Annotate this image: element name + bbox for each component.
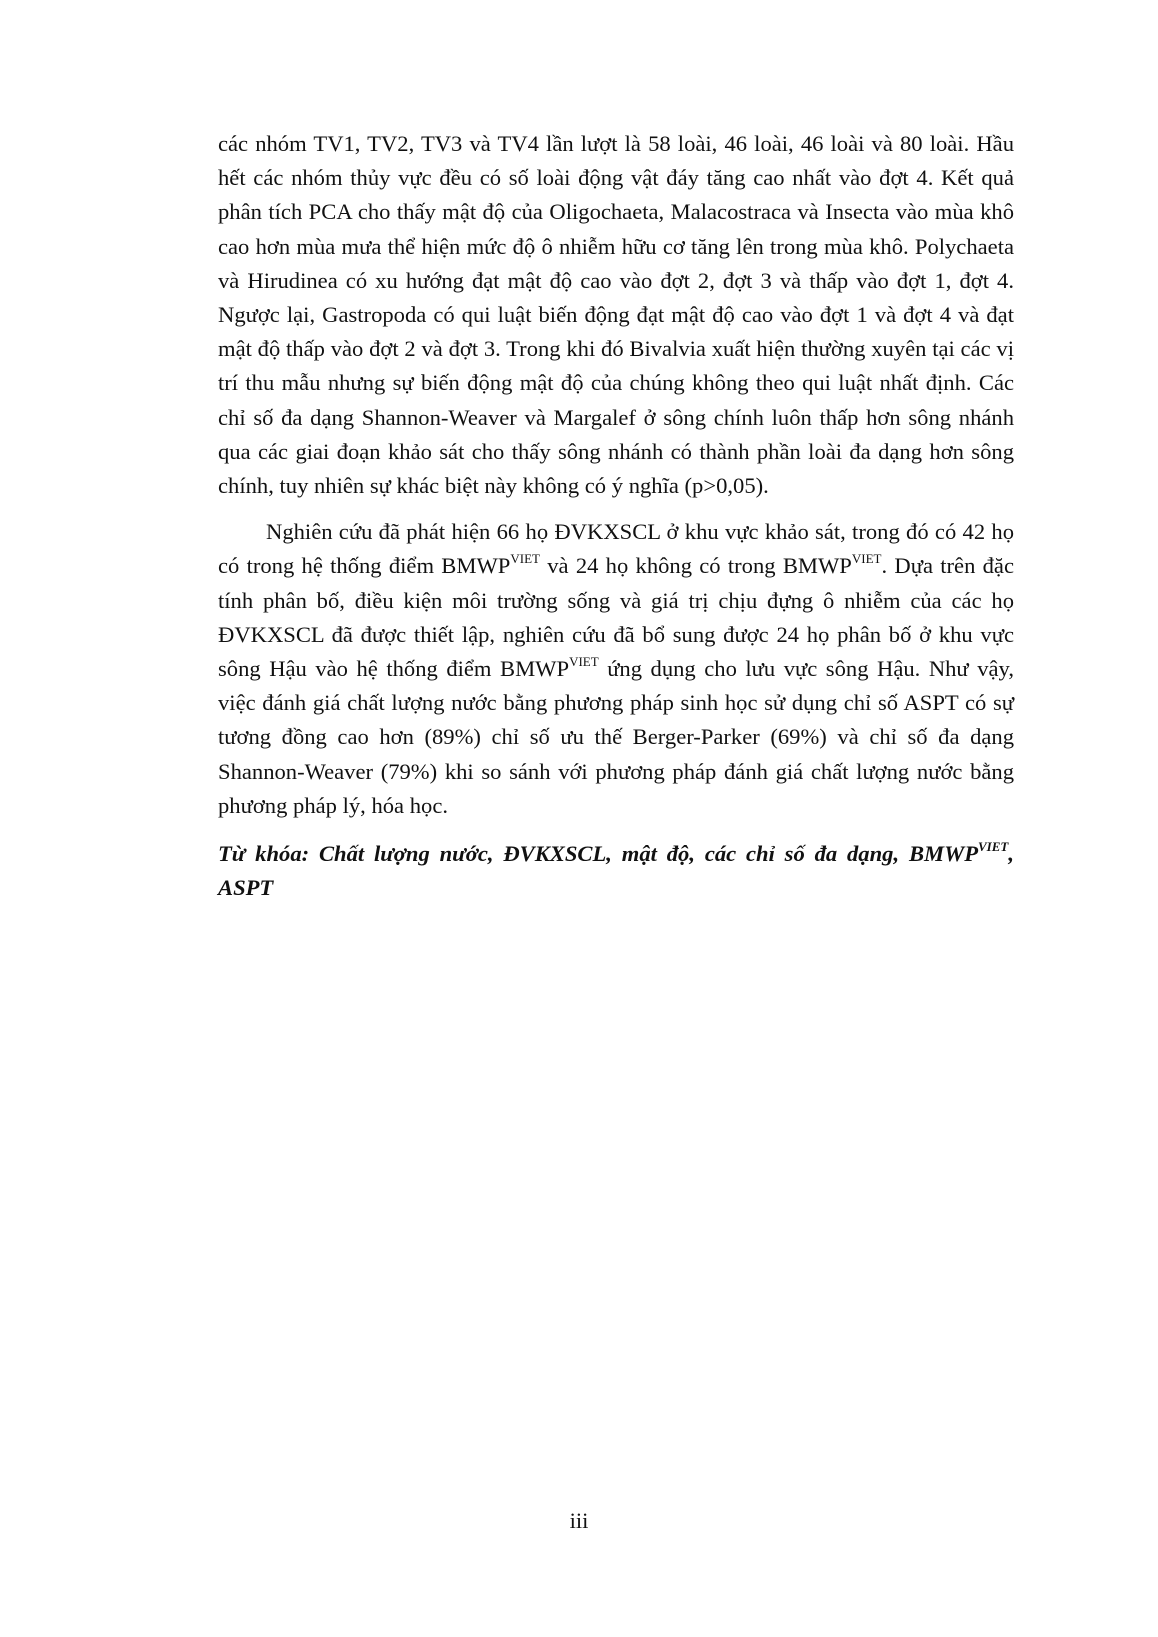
paragraph-2-text-3: . Dựa trên đặc tính phân bố, điều kiện môi trường sống và giá trị chịu đựng ô nhiễm của các họ ĐVKXSCL đã được thiết lập, nghiên cứu đã bổ sung được 24 họ phân bố ở khu vực sông Hậu vào hệ thống điểm BMWP [218, 553, 1014, 682]
keywords-line [218, 837, 1014, 905]
bmwp-superscript-2: VIET [851, 550, 882, 566]
bmwp-superscript-1: VIET [510, 550, 540, 566]
keywords-text-1: Từ khóa: Chất lượng nước, ĐVKXSCL, mật độ, các chỉ số đa dạng, BMWP [218, 841, 978, 867]
paragraph-2-text-1: Nghiên cứu đã phát hiện 66 họ ĐVKXSCL ở khu vực khảo sát, trong đó có 42 họ có trong hệ thống điểm BMWP [218, 519, 1014, 579]
bmwp-superscript-3: VIET [569, 653, 599, 669]
abstract-paragraph-2 [218, 515, 1014, 823]
paragraph-2-text-2: và 24 họ không có trong BMWP [539, 553, 852, 579]
keywords-text-2: , ASPT [218, 841, 1014, 901]
paragraph-2-text-4: ứng dụng cho lưu vực sông Hậu. Như vậy, việc đánh giá chất lượng nước bằng phương pháp sinh học sử dụng chỉ số ASPT có sự tương đồng cao hơn (89%) chỉ số ưu thế Berger-Parker (69%) và chỉ số đa dạng Shannon-Weaver (79%) khi so sánh với phương pháp đánh giá chất lượng nước bằng phương pháp lý, hóa học. [218, 656, 1014, 818]
abstract-body [218, 127, 1014, 905]
keywords-superscript: VIET [978, 838, 1009, 854]
abstract-paragraph-1: các nhóm TV1, TV2, TV3 và TV4 lần lượt là 58 loài, 46 loài, 46 loài và 80 loài. Hầu hết các nhóm thủy vực đều có số loài động vật đáy tăng cao nhất vào đợt 4. Kết quả phân tích PCA cho thấy mật độ của Oligochaeta, Malacostraca và Insecta vào mùa khô cao hơn mùa mưa thể hiện mức độ ô nhiễm hữu cơ tăng lên trong mùa khô. Polychaeta và Hirudinea có xu hướng đạt mật độ cao vào đợt 2, đợt 3 và thấp vào đợt 1, đợt 4. Ngược lại, Gastropoda có qui luật biến động đạt mật độ cao vào đợt 1 và đợt 4 và đạt mật độ thấp vào đợt 2 và đợt 3. Trong khi đó Bivalvia xuất hiện thường xuyên tại các vị trí thu mẫu nhưng sự biến động mật độ của chúng không theo qui luật nhất định. Các chỉ số đa dạng Shannon-Weaver và Margalef ở sông chính luôn thấp hơn sông nhánh qua các giai đoạn khảo sát cho thấy sông nhánh có thành phần loài đa dạng hơn sông chính, tuy nhiên sự khác biệt này không có ý nghĩa (p>0,05). [218, 131, 1014, 499]
page-number: iii [569, 1508, 589, 1533]
